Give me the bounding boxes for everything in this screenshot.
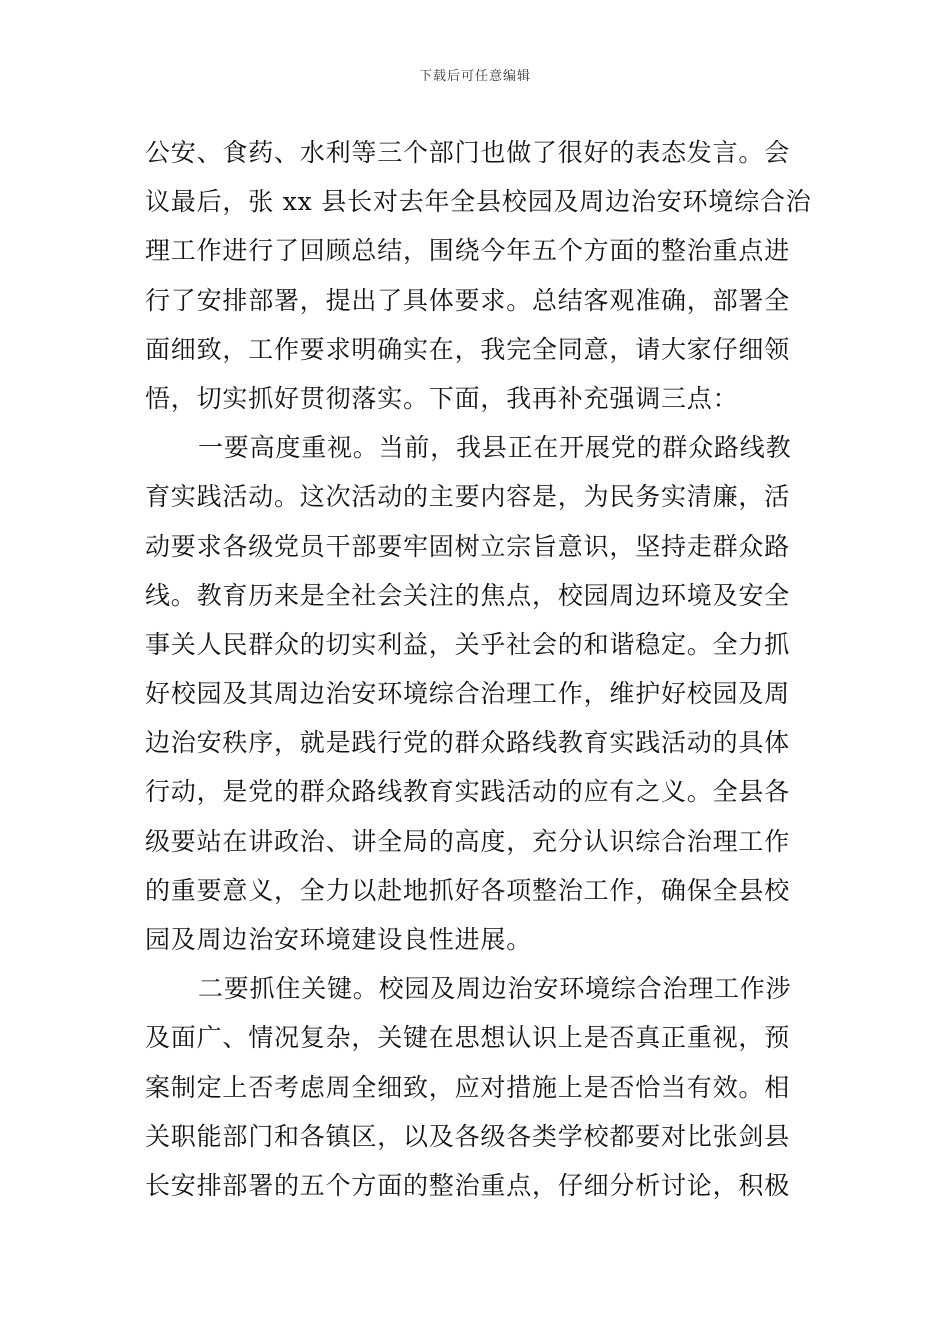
text-line: 关职能部门和各镇区，以及各级各类学校都要对比张剑县 <box>145 1121 791 1151</box>
text-line: 长安排部署的五个方面的整治重点，仔细分析讨论，积极 <box>145 1170 791 1200</box>
text-line: 的重要意义，全力以赴地抓好各项整治工作，确保全县校 <box>145 875 791 905</box>
paragraph-first-line: 二要抓住关键。校园及周边治安环境综合治理工作涉 <box>198 974 792 1004</box>
header-note: 下载后可任意编辑 <box>418 69 531 84</box>
text-line: 理工作进行了回顾总结，围绕今年五个方面的整治重点进 <box>145 236 791 266</box>
paragraph-first-line: 一要高度重视。当前，我县正在开展党的群众路线教 <box>198 433 792 463</box>
text-line: 级要站在讲政治、讲全局的高度，充分认识综合治理工作 <box>145 826 791 856</box>
text-line: 行动，是党的群众路线教育实践活动的应有之义。全县各 <box>145 777 791 807</box>
text-line: 及面广、情况复杂，关键在思想认识上是否真正重视，预 <box>145 1023 791 1053</box>
text-line: 事关人民群众的切实利益，关乎社会的和谐稳定。全力抓 <box>145 629 791 659</box>
text-line: 议最后，张 xx 县长对去年全县校园及周边治安环境综合治 <box>145 187 812 217</box>
text-line: 悟，切实抓好贯彻落实。下面，我再补充强调三点： <box>145 383 739 413</box>
body-text <box>145 128 812 1210</box>
text-line: 园及周边治安环境建设良性进展。 <box>145 925 533 954</box>
text-line: 好校园及其周边治安环境综合治理工作，维护好校园及周 <box>145 679 791 709</box>
text-line: 育实践活动。这次活动的主要内容是，为民务实清廉，活 <box>145 482 791 512</box>
text-line: 公安、食药、水利等三个部门也做了很好的表态发言。会 <box>145 138 791 167</box>
text-line: 线。教育历来是全社会关注的焦点，校园周边环境及安全 <box>145 580 791 610</box>
text-line: 案制定上否考虑周全细致，应对措施上是否恰当有效。相 <box>145 1072 791 1102</box>
text-line: 面细致，工作要求明确实在，我完全同意，请大家仔细领 <box>145 334 791 364</box>
text-line: 行了安排部署，提出了具体要求。总结客观准确，部署全 <box>145 285 791 315</box>
text-line: 边治安秩序，就是践行党的群众路线教育实践活动的具体 <box>145 728 791 758</box>
text-line: 动要求各级党员干部要牢固树立宗旨意识，坚持走群众路 <box>145 531 791 561</box>
